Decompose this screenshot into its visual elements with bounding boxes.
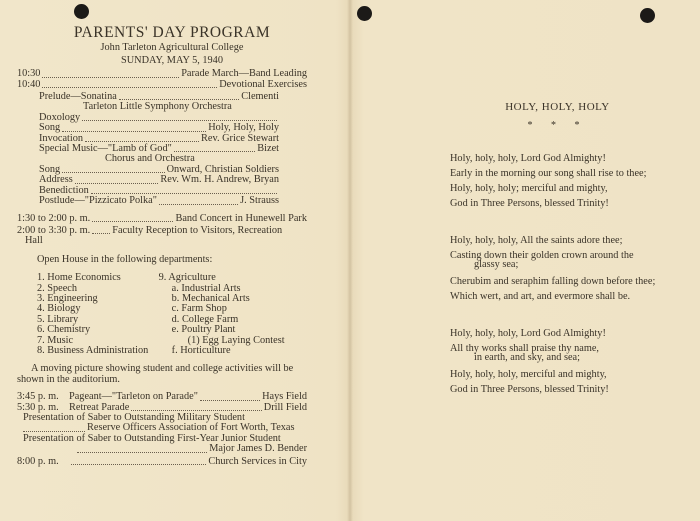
event-location: Hays Field (262, 391, 307, 403)
event-time: 1:30 to 2:00 p. m. (17, 212, 91, 224)
hymn-verse (450, 151, 665, 211)
department-item: 6. Chemistry (37, 324, 91, 336)
verse-line-continued: in earth, and sky, and sea; (474, 352, 580, 363)
verse-line: God in Three Persons, blessed Trinity! (450, 198, 609, 209)
verse-line: God in Three Persons, blessed Trinity! (450, 384, 609, 395)
open-house-heading: Open House in the following departments: (37, 253, 213, 265)
saber-presentation: Presentation of Saber to Outstanding Military Student (23, 412, 245, 423)
verse-line: Early in the morning our song shall rise to thee; (450, 168, 647, 179)
service-item-detail: Clementi (241, 91, 279, 103)
verse-line-continued: glassy sea; (474, 259, 519, 270)
event-time: 8:00 p. m. (17, 455, 59, 467)
verse-line: Which wert, and art, and evermore shall be. (450, 291, 631, 302)
program-title: PARENTS' DAY PROGRAM (73, 24, 271, 41)
presenter: Reserve Officers Association of Fort Worth, Texas (87, 422, 295, 434)
leader-dots (174, 150, 255, 152)
leader-dots (42, 76, 179, 78)
service-item-label: Postlude—"Pizzicato Polka" (39, 195, 157, 207)
event-name: Band Concert in Hunewell Park (175, 212, 307, 224)
service-item-label: Prelude—Sonatina (39, 91, 117, 103)
department-item: (1) Egg Laying Contest (187, 334, 285, 346)
verse-line: Holy, holy, holy, All the saints adore thee; (450, 235, 623, 246)
department-item: f. Horticulture (171, 344, 231, 356)
service-item-detail: Rev. Grice Stewart (201, 132, 279, 144)
moving-picture-note: A moving picture showing student and college activities will be shown in the auditorium. (17, 363, 294, 385)
verse-line: Holy, holy, holy, Lord God Almighty! (450, 328, 606, 339)
leader-dots (82, 119, 277, 121)
service-item-detail: Holy, Holy, Holy (208, 122, 279, 134)
leader-dots (159, 203, 238, 205)
service-item-detail: J. Strauss (240, 195, 279, 207)
department-item: c. Farm Shop (171, 303, 227, 315)
presenter-row (17, 444, 307, 454)
event-name: Church Services in City (208, 455, 307, 467)
department-item: a. Industrial Arts (171, 282, 241, 294)
event-name: Faculty Reception to Visitors, Recreation (112, 224, 283, 236)
department-item: 1. Home Economics (37, 272, 121, 284)
schedule-event: Devotional Exercises (219, 78, 307, 90)
event-name-continued: Hall (25, 235, 43, 247)
leader-dots (62, 130, 206, 132)
service-item-label: Benediction (39, 184, 89, 196)
event-location: Drill Field (263, 401, 307, 413)
schedule-row (17, 80, 307, 90)
afternoon-row (17, 214, 307, 224)
leader-dots (23, 430, 85, 432)
verse-line: Holy, holy, holy; merciful and mighty, (450, 183, 608, 194)
service-item-label: Song (39, 122, 61, 134)
department-item: 7. Music (37, 334, 74, 346)
verse-line: All thy works shall praise thy name, (450, 343, 599, 354)
department-item: 3. Engineering (37, 292, 98, 304)
schedule-event: Parade March—Band Leading (181, 68, 307, 80)
verse-line: Holy, holy, holy, Lord God Almighty! (450, 153, 606, 164)
department-item: d. College Farm (171, 313, 239, 325)
event-time: 2:00 to 3:30 p. m. (17, 224, 91, 236)
department-item: 5. Library (37, 313, 79, 325)
leader-dots (62, 171, 164, 173)
hymn-verse (450, 233, 665, 304)
college-name: John Tarleton Agricultural College (100, 42, 244, 54)
leader-dots (131, 409, 261, 411)
ornament-stars: * * * (527, 120, 588, 131)
schedule-time: 10:40 (17, 78, 41, 90)
service-item-label: Song (39, 163, 61, 175)
department-list (37, 273, 307, 356)
afternoon-row (17, 226, 307, 236)
hymn-page (450, 100, 665, 419)
leader-dots (75, 182, 159, 184)
leader-dots (91, 192, 277, 194)
service-item-label: Invocation (39, 132, 84, 144)
department-item: e. Poultry Plant (171, 324, 236, 336)
leader-dots (200, 399, 260, 401)
program-page (17, 24, 307, 467)
event-name: Pageant—"Tarleton on Parade" (69, 391, 198, 403)
performer: Tarleton Little Symphony Orchestra (83, 101, 232, 113)
department-item: b. Mechanical Arts (171, 292, 250, 304)
evening-row (17, 457, 307, 467)
program-date: SUNDAY, MAY 5, 1940 (121, 54, 223, 66)
hymn-verse (450, 326, 665, 397)
punch-hole-left (74, 4, 89, 19)
department-item: 4. Biology (37, 303, 81, 315)
performer: Chorus and Orchestra (105, 153, 195, 165)
service-item-detail: Onward, Christian Soldiers (166, 163, 279, 175)
verse-line: Cherubim and seraphim falling down before thee; (450, 276, 656, 287)
leader-dots (119, 98, 239, 100)
service-item-label: Special Music—"Lamb of God" (39, 143, 172, 155)
service-item-label: Doxology (39, 111, 81, 123)
leader-dots (77, 451, 207, 453)
event-time: 5:30 p. m. (17, 401, 59, 413)
event-name: Retreat Parade (69, 401, 130, 413)
service-item-label: Address (39, 174, 73, 186)
service-item-detail: Rev. Wm. H. Andrew, Bryan (160, 174, 279, 186)
leader-dots (42, 86, 217, 88)
department-item: 8. Business Administration (37, 344, 149, 356)
center-fold (347, 0, 353, 521)
leader-dots (92, 232, 110, 234)
service-item-detail: Bizet (257, 143, 279, 155)
verse-line: Casting down their golden crown around the (450, 250, 634, 261)
event-time: 3:45 p. m. (17, 391, 59, 403)
leader-dots (85, 140, 199, 142)
department-column (37, 273, 159, 356)
department-item: 2. Speech (37, 282, 78, 294)
department-item: 9. Agriculture (158, 272, 216, 284)
punch-hole-right (640, 8, 655, 23)
punch-hole-center (357, 6, 372, 21)
leader-dots (92, 220, 173, 222)
service-item (39, 196, 279, 206)
department-column (159, 273, 307, 356)
schedule-time: 10:30 (17, 68, 41, 80)
hymn-title: HOLY, HOLY, HOLY (505, 101, 610, 113)
presenter: Major James D. Bender (209, 443, 307, 455)
leader-dots (71, 463, 206, 465)
verse-line: Holy, holy, holy, merciful and mighty, (450, 369, 607, 380)
devotional-service (17, 92, 307, 206)
saber-presentation: Presentation of Saber to Outstanding First-Year Junior Student (23, 432, 281, 444)
